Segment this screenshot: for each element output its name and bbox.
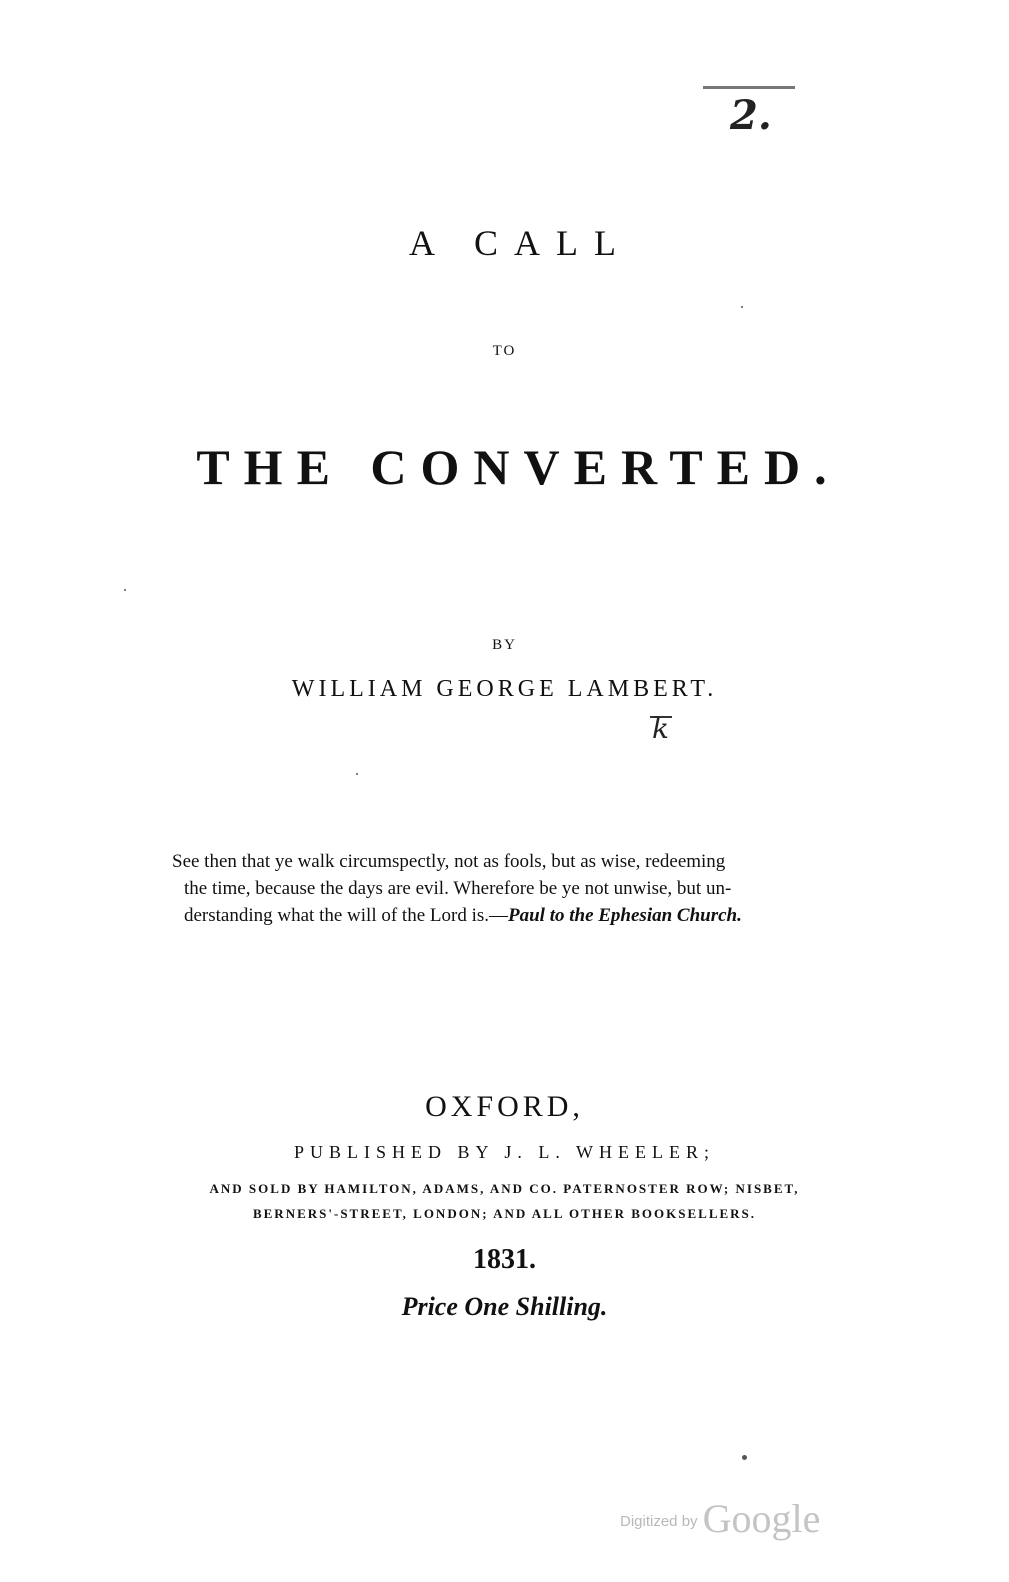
imprint-city: OXFORD,: [425, 1090, 584, 1123]
title-line-to: TO: [492, 343, 517, 359]
title-main: THE CONVERTED.: [196, 439, 841, 495]
digitized-by-google-watermark: [620, 1495, 820, 1545]
scan-speck: [356, 773, 358, 775]
title-line-a-call: A CALL: [408, 223, 632, 263]
scan-speck: [742, 1455, 747, 1460]
epigraph-line-3-text: derstanding what the will of the Lord is.—: [184, 905, 508, 926]
handwritten-mark: k: [652, 712, 669, 745]
shelfmark-rule: [703, 86, 795, 89]
watermark-brand: Google: [702, 1496, 821, 1541]
imprint-price: Price One Shilling.: [401, 1292, 608, 1321]
epigraph-line-1: See then that ye walk circumspectly, not as fools, but as wise, redeeming: [172, 851, 726, 872]
epigraph-line-2: the time, because the days are evil. Wherefore be ye not unwise, but un-: [184, 878, 732, 899]
imprint-year: 1831.: [473, 1244, 536, 1275]
imprint-publisher: PUBLISHED BY J. L. WHEELER;: [294, 1142, 715, 1162]
scan-speck: [124, 589, 126, 591]
imprint-sold-line-2: BERNERS'-STREET, LONDON; AND ALL OTHER BOOKSELLERS.: [252, 1206, 757, 1221]
imprint-sold-line-1: AND SOLD BY HAMILTON, ADAMS, AND CO. PATERNOSTER ROW; NISBET,: [209, 1181, 800, 1196]
handwritten-shelfmark: 2.: [730, 92, 772, 139]
scan-speck: [741, 306, 743, 308]
author-name: WILLIAM GEORGE LAMBERT.: [291, 676, 718, 702]
watermark-prefix: Digitized by: [620, 1513, 698, 1530]
epigraph-attribution: Paul to the Ephesian Church.: [508, 905, 742, 926]
epigraph: [172, 848, 832, 929]
epigraph-line-3: [172, 902, 832, 929]
byline-by: BY: [492, 637, 517, 653]
